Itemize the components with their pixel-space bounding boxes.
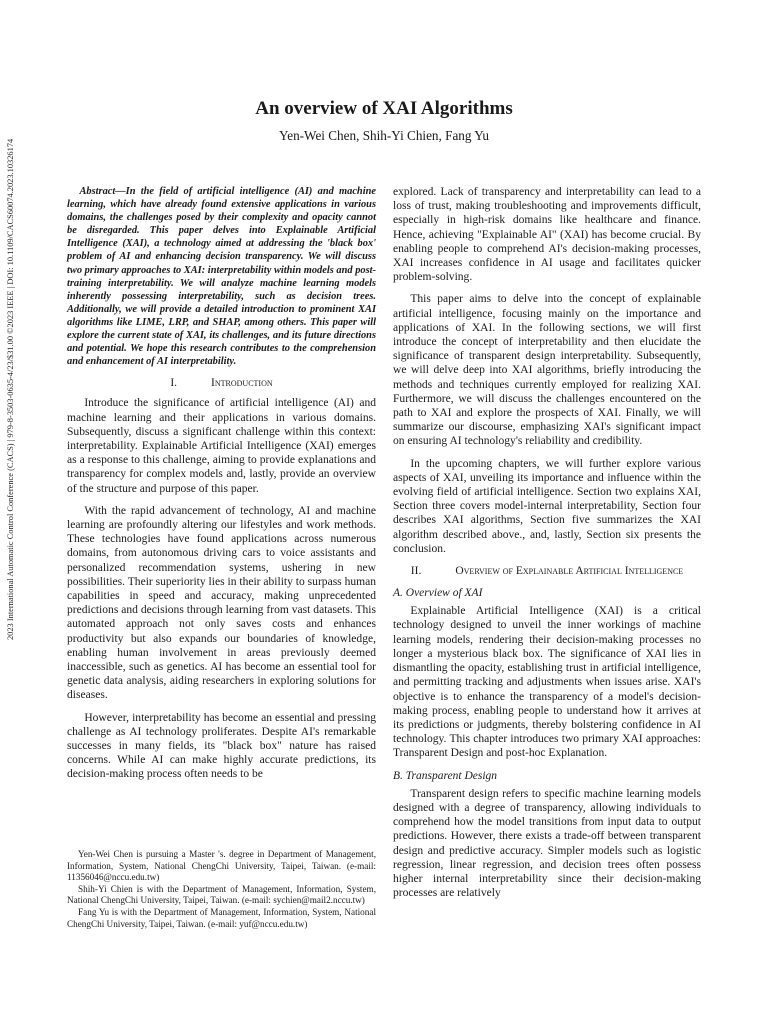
author-footnotes bbox=[67, 849, 376, 930]
footnote-author-1: Yen-Wei Chen is pursuing a Master 's. degree in Department of Management, Information, System, National ChengChi University, Taipei, Taiwan. (e-mail: 11356046@nccu.edu.tw) bbox=[67, 849, 376, 883]
conference-doi-text: 2023 International Automatic Control Conference (CACS) | 979-8-3503-0635-4/23/$31.00 ©2023 IEEE | DOI: 10.1109/CACS60074.2023.10326174 bbox=[6, 138, 15, 640]
section-title: Overview of Explainable Artificial Intelligence bbox=[455, 565, 684, 578]
abstract-label: Abstract bbox=[79, 186, 116, 197]
section-number: II. bbox=[410, 565, 422, 578]
paper-title: An overview of XAI Algorithms bbox=[255, 98, 513, 119]
right-column bbox=[393, 185, 701, 900]
section-number: I. bbox=[170, 377, 178, 390]
footnote-author-3: Fang Yu is with the Department of Management, Information, System, National ChengChi University, Taipei, Taiwan. (e-mail: yuf@nccu.edu.tw) bbox=[67, 906, 376, 929]
intro-continued-paragraph: explored. Lack of transparency and interpretability can lead to a loss of trust, making troubleshooting and improvements difficult, especially in high-risk domains like healthcare and finance. Hence, achieving "Explainable AI" (XAI) has become crucial. By enabling people to comprehend AI's decision-making processes, XAI increases confidence in AI usage and facilitates quicker problem-solving. bbox=[393, 186, 701, 284]
intro-paragraph-2: With the rapid advancement of technology, AI and machine learning are profoundly altering our lifestyles and work methods. These technologies have found applications across numerous domains, from autonomous driving cars to voice assistants and personalized recommendation systems, ushering in new possibilities. Their superiority lies in their ability to surpass human capabilities in speed and accuracy, making unprecedented predictions and decisions through learning from vast datasets. This automated approach not only saves costs and enhances productivity but also expands our boundaries of knowledge, enabling human involvement in areas previously deemed inaccessible, such as genetics. AI has become an essential tool for genetic data analysis, aiding researchers in exploring solutions for diseases. bbox=[67, 504, 376, 702]
transparent-design-paragraph: Transparent design refers to specific machine learning models designed with a degree of transparency, allowing individuals to comprehend how the model transitions from input data to output predictions. However, there exists a trade-off between transparent design and predictive accuracy. Simpler models such as logistic regression, linear regression, and decision trees often possess higher internal interpretability since their decision-making processes are relatively bbox=[393, 787, 701, 900]
subsection-heading-overview-xai: A. Overview of XAI bbox=[393, 587, 483, 600]
section-heading-overview bbox=[393, 564, 701, 578]
intro-paragraph-3: However, interpretability has become an essential and pressing challenge as AI technology proliferates. Despite AI's remarkable successes in many fields, its "black box" nature has raised concerns. While AI can make highly accurate predictions, its decision-making process often needs to be bbox=[67, 711, 376, 781]
left-column bbox=[67, 185, 376, 782]
overview-xai-paragraph: Explainable Artificial Intelligence (XAI) is a critical technology designed to unveil the inner workings of machine learning models, rendering their decision-making processes no longer a mysterious black box. The significance of XAI lies in dismantling the opacity, establishing trust in artificial intelligence, and permitting tracking and adjustments when issues arise. XAI's objective is to enhance the transparency of a model's decision-making process, enabling people to understand how it arrives at its predictions or judgments, thereby bolstering confidence in AI technology. This chapter introduces two primary XAI approaches: Transparent Design and post-hoc Explanation. bbox=[393, 605, 701, 760]
subsection-heading-transparent-design: B. Transparent Design bbox=[393, 769, 498, 782]
section-heading-introduction bbox=[67, 376, 376, 390]
intro-paragraph-5: In the upcoming chapters, we will further explore various aspects of XAI, unveiling its importance and influence within the evolving field of artificial intelligence. Section two explains XAI, Section three covers model-internal interpretability, Section four describes XAI algorithms, Section five summarizes the XAI algorithm described above., and, lastly, Section six presents the conclusion. bbox=[393, 457, 701, 555]
abstract-text: —In the field of artificial intelligence (AI) and machine learning, which have already found extensive applications in various domains, the challenges posed by their complexity and opacity cannot be disregarded. This paper delves into Explainable Artificial Intelligence (XAI), a technology aimed at addressing the 'black box' problem of AI and enhancing decision transparency. We will discuss two primary approaches to XAI: interpretability within models and post-training interpretability. We will analyze machine learning models inherently possessing interpretability, such as decision trees. Additionally, we will provide a detailed introduction to prominent XAI algorithms like LIME, LRP, and SHAP, among others. This paper will explore the current state of XAI, its challenges, and its future directions and potential. We hope this research contributes to the comprehension and enhancement of AI interpretability. bbox=[67, 186, 376, 368]
footnote-author-2: Shih-Yi Chien is with the Department of Management, Information, System, National ChengChi University, Taipei, Taiwan. (e-mail: sychien@mail2.nccu.tw) bbox=[67, 883, 376, 906]
paper-authors: Yen-Wei Chen, Shih-Yi Chien, Fang Yu bbox=[279, 128, 489, 143]
section-title: Introduction bbox=[211, 377, 273, 390]
abstract bbox=[67, 185, 376, 368]
intro-paragraph-4: This paper aims to delve into the concept of explainable artificial intelligence, focusing mainly on the importance and applications of XAI. In the following sections, we will first introduce the concept of interpretability and then elucidate the significance of transparent design interpretability. Subsequently, we will delve deep into XAI algorithms, briefly introducing the methods and techniques currently employed for realizing XAI. Furthermore, we will discuss the challenges encountered on the path to XAI and explore the prospects of XAI. Finally, we will summarize our discourse, emphasizing XAI's significant impact on ensuring AI technology's reliability and credibility. bbox=[393, 293, 701, 448]
intro-paragraph-1: Introduce the significance of artificial intelligence (AI) and machine learning and their applications in various domains. Subsequently, discuss a significant challenge within this context: interpretability. Explainable Artificial Intelligence (XAI) emerges as a response to this challenge, aiming to provide explanations and transparency for complex models and, lastly, provide an overview of the structure and purpose of this paper. bbox=[67, 397, 376, 495]
